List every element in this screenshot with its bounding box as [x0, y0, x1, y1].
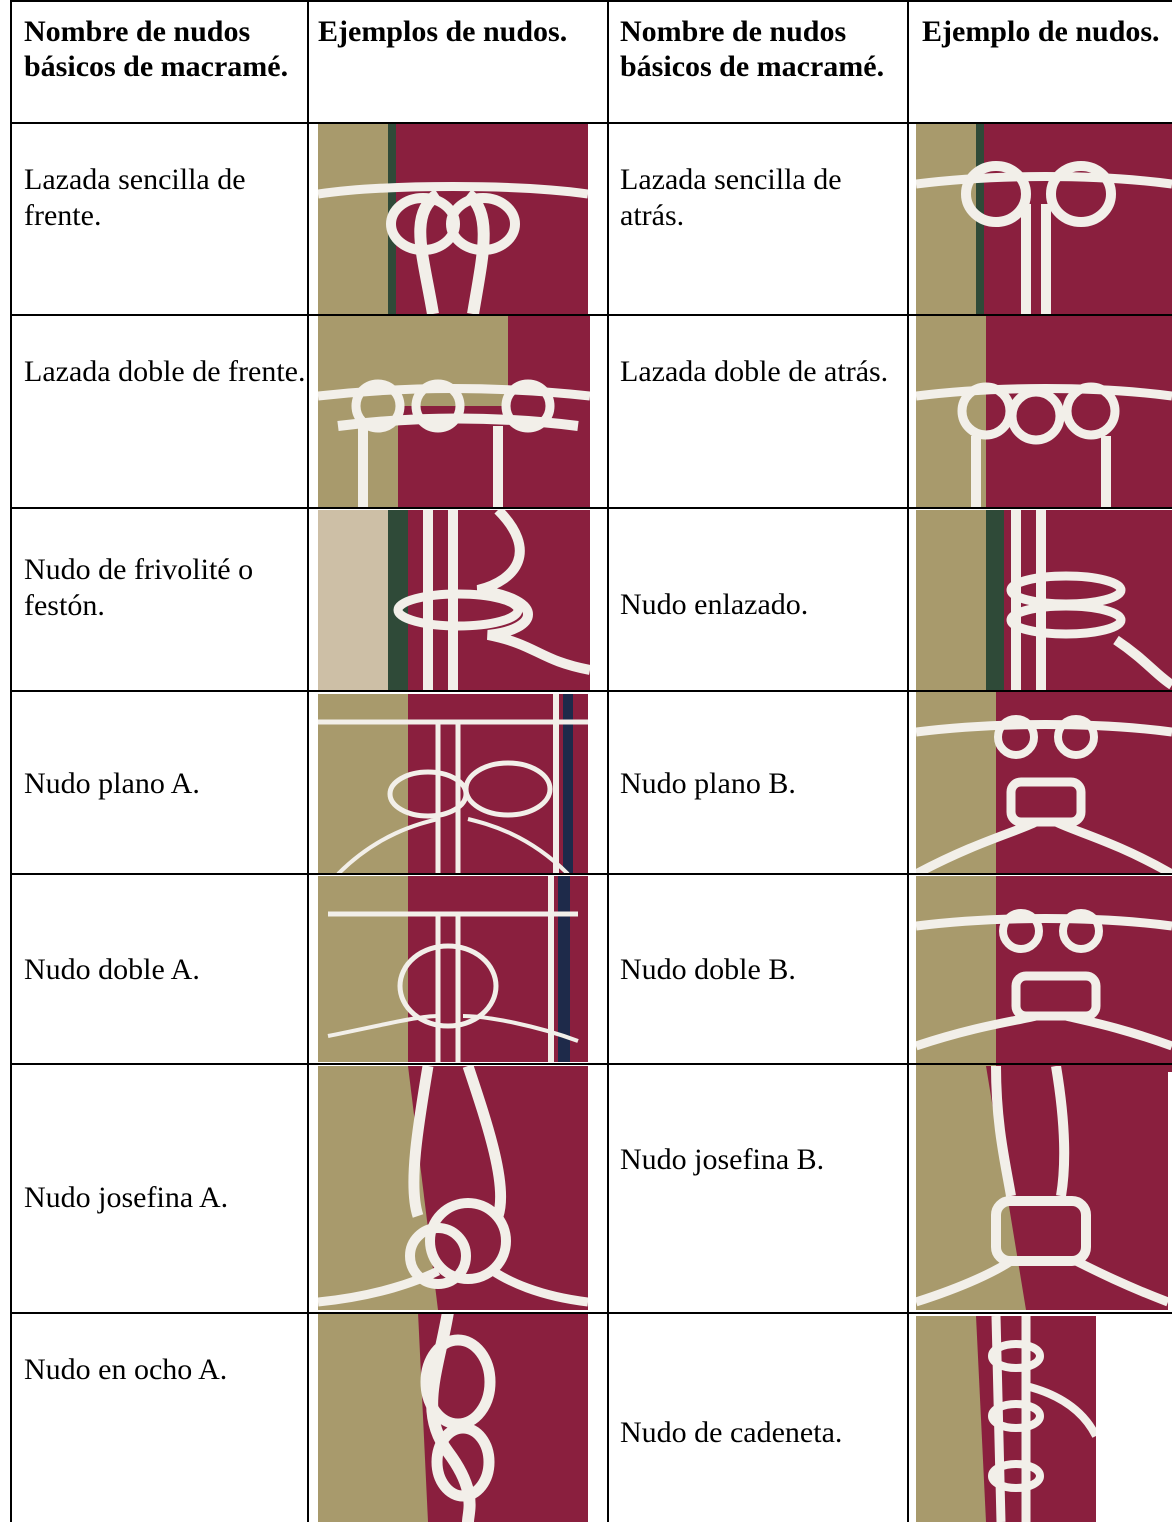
header-example-col-2: Ejemplo de nudos. — [922, 15, 1160, 48]
knot-name-right: Nudo plano B. — [620, 767, 796, 800]
knot-name-left: Nudo en ocho A. — [24, 1353, 228, 1386]
table-border — [10, 314, 1172, 316]
table-border — [10, 0, 12, 1522]
knot-name-left: Nudo josefina A. — [24, 1181, 229, 1214]
table-border — [10, 690, 1172, 692]
header-example-col-1: Ejemplos de nudos. — [318, 15, 568, 48]
table-border — [607, 0, 609, 1522]
knot-name-right: Lazada doble de atrás. — [620, 355, 889, 388]
knot-photo — [916, 876, 1172, 1072]
table-border — [10, 0, 1172, 2]
table-border — [10, 873, 1172, 875]
knot-name-right: Nudo doble B. — [620, 953, 796, 986]
knot-name-right: Lazada sencilla de atrás. — [620, 163, 842, 232]
table-border — [10, 1312, 1172, 1314]
knot-photo — [916, 1066, 1168, 1310]
knot-name-left: Nudo de frivolité o festón. — [24, 553, 254, 622]
knot-photo — [318, 124, 588, 314]
table-border — [10, 122, 1172, 124]
knot-name-right: Nudo josefina B. — [620, 1143, 825, 1176]
table-border — [907, 0, 909, 1522]
knot-name-left: Lazada sencilla de frente. — [24, 163, 246, 232]
header-name-col-1: Nombre de nudos básicos de macramé. — [24, 15, 289, 83]
knot-name-left: Lazada doble de frente. — [24, 355, 306, 388]
knot-photo — [916, 510, 1172, 690]
knot-photo — [916, 1316, 1096, 1522]
knot-name-left: Nudo doble A. — [24, 953, 200, 986]
knot-name-right: Nudo de cadeneta. — [620, 1416, 843, 1449]
knot-photo — [916, 692, 1172, 874]
knot-photo — [318, 510, 590, 690]
knot-photo — [916, 124, 1172, 314]
knot-photo — [916, 316, 1172, 508]
knot-name-left: Nudo plano A. — [24, 767, 200, 800]
table-border — [307, 0, 309, 1522]
table-border — [10, 507, 1172, 509]
table-border — [10, 1063, 1172, 1065]
knot-photo — [318, 316, 590, 508]
knot-photo — [318, 876, 588, 1062]
header-name-col-2: Nombre de nudos básicos de macramé. — [620, 15, 885, 83]
knot-photo — [318, 1312, 588, 1522]
knot-photo — [318, 1066, 588, 1310]
knot-name-right: Nudo enlazado. — [620, 588, 809, 621]
knot-photo — [318, 694, 588, 874]
